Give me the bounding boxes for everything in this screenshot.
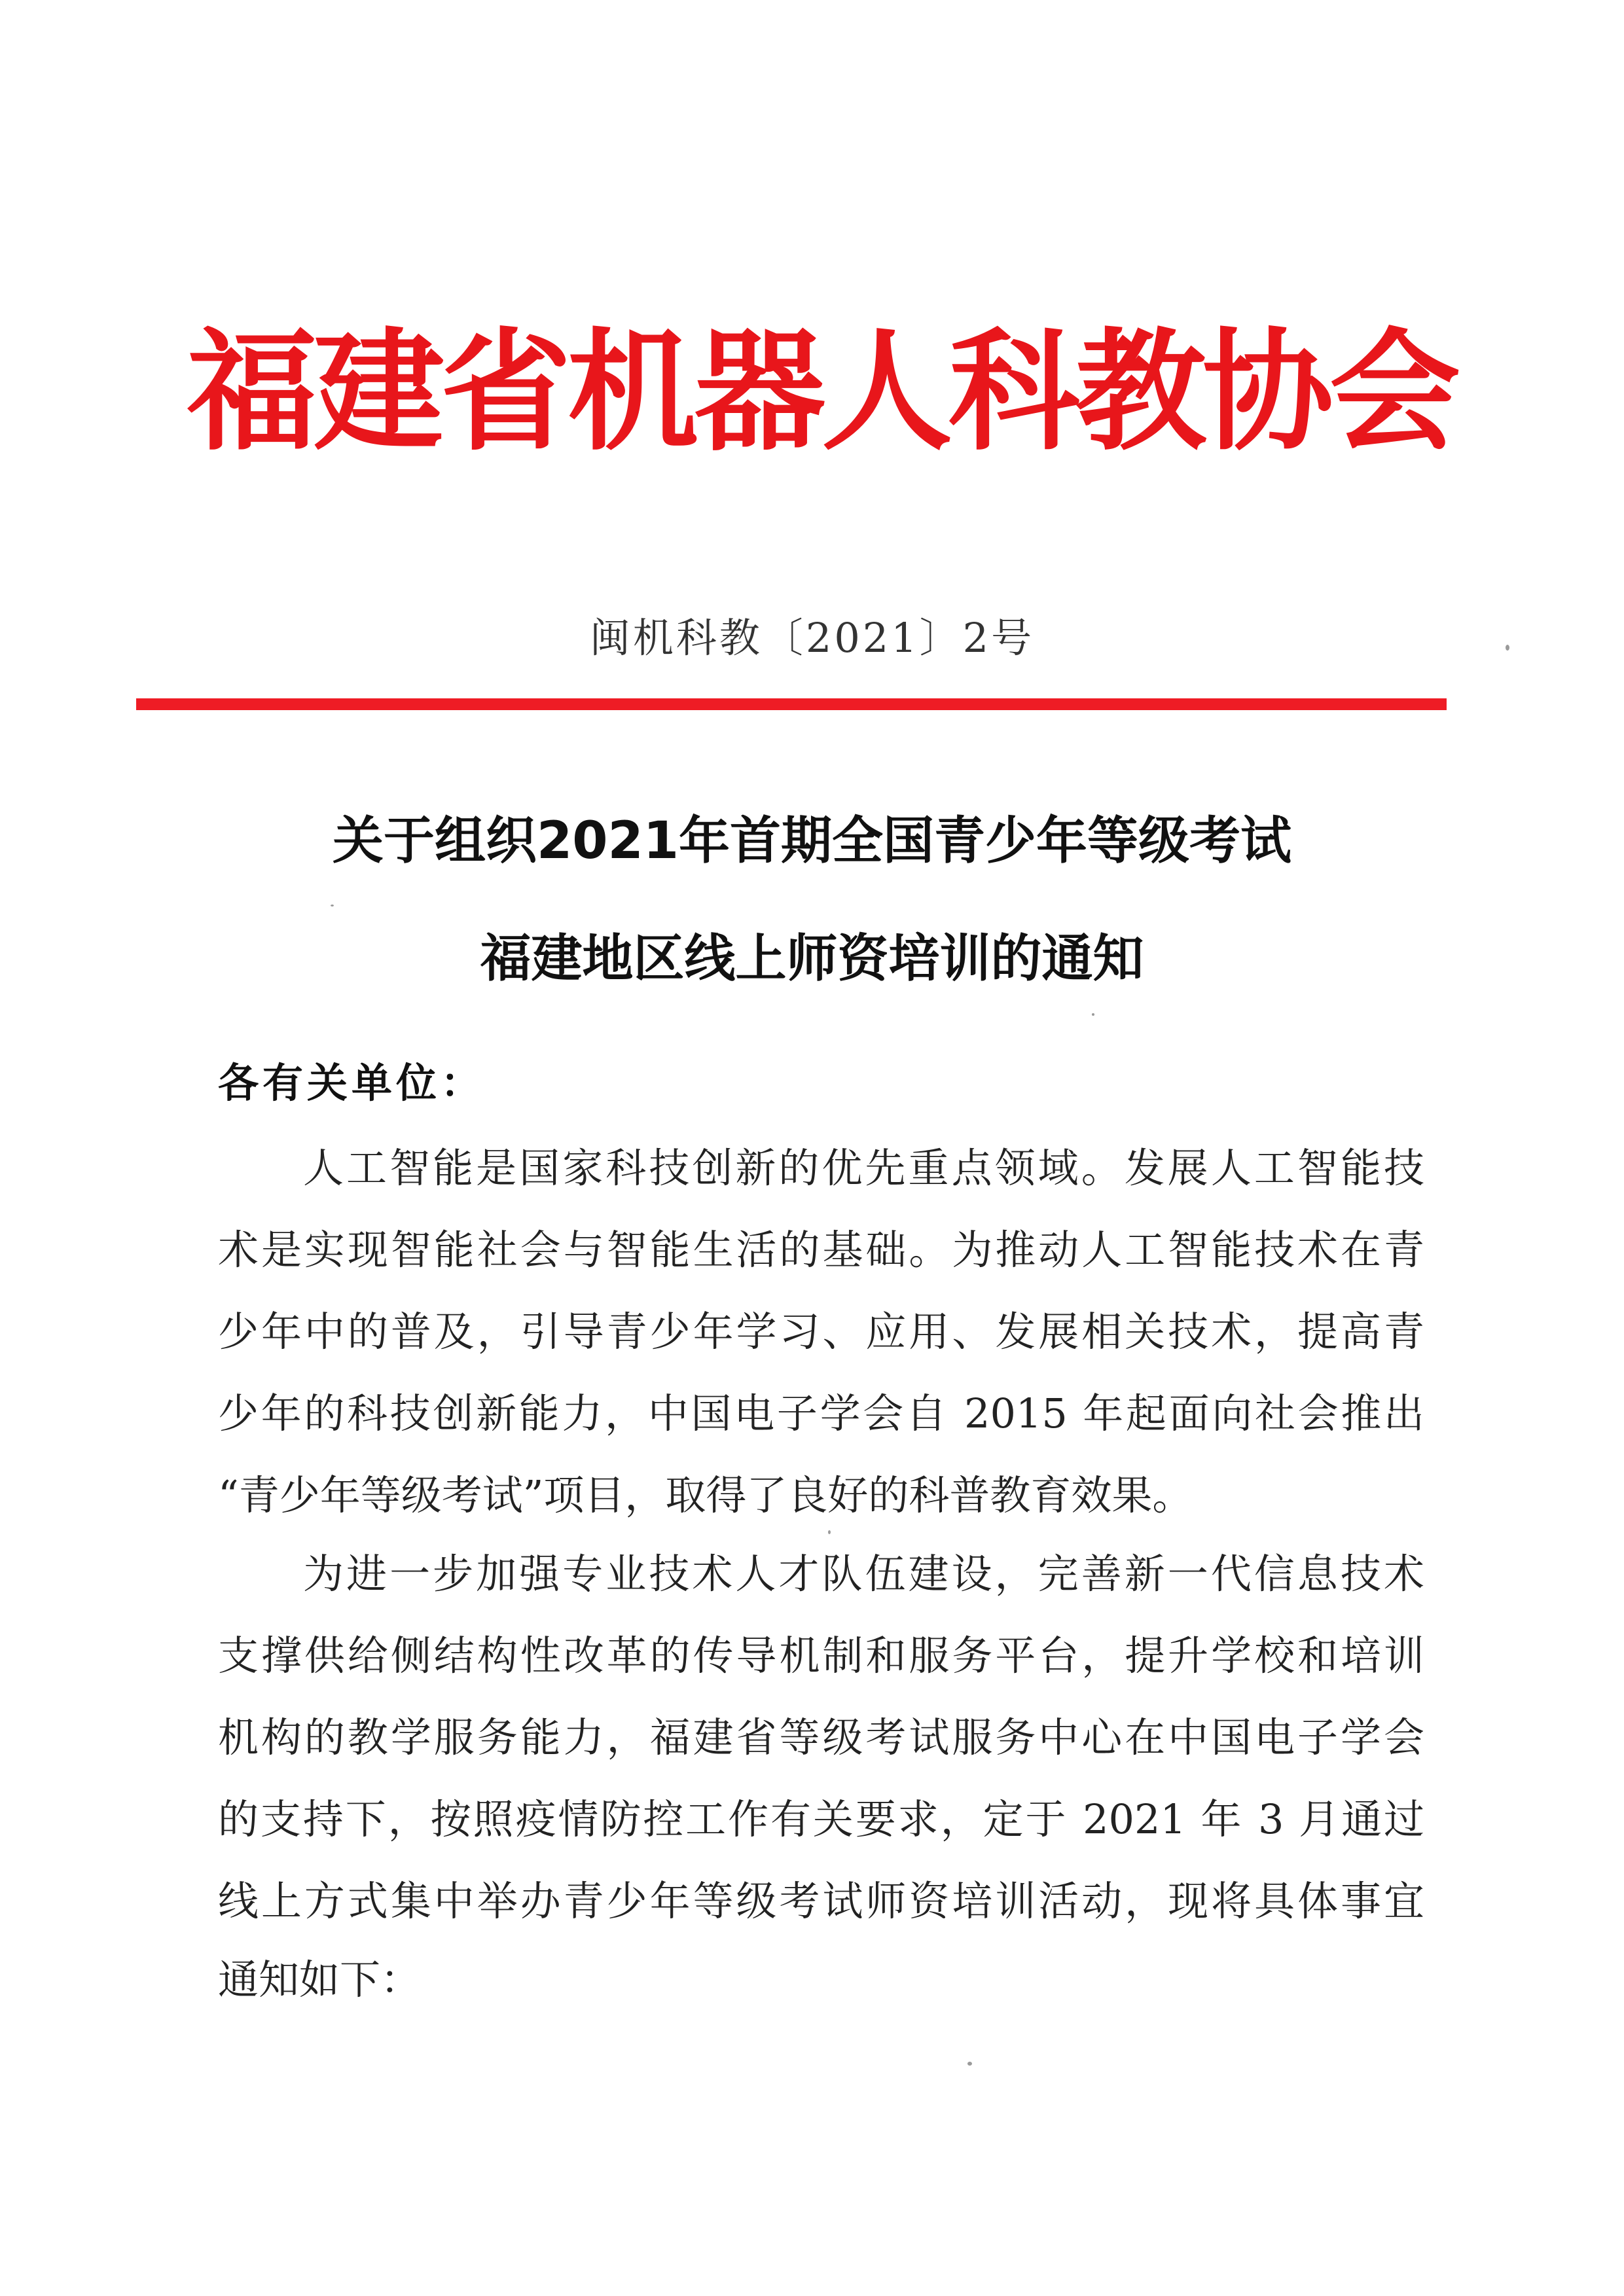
organization-masthead: 福建省机器人科教协会	[187, 316, 1457, 469]
red-divider-rule	[136, 698, 1447, 710]
scan-speck	[828, 1530, 831, 1534]
body-line: 术是实现智能社会与智能生活的基础。为推动人工智能技术在青	[218, 1226, 1424, 1274]
scan-speck	[331, 905, 334, 906]
body-line: 少年的科技创新能力，中国电子学会自 2015 年起面向社会推出	[218, 1390, 1424, 1437]
notice-title-line-2: 福建地区线上师资培训的通知	[480, 929, 1144, 988]
scan-speck	[1506, 645, 1509, 651]
notice-title-line-1: 关于组织2021年首期全国青少年等级考试	[332, 812, 1292, 870]
body-line: 少年中的普及，引导青少年学习、应用、发展相关技术，提高青	[218, 1308, 1424, 1355]
body-line: 人工智能是国家科技创新的优先重点领域。发展人工智能技	[303, 1144, 1424, 1192]
body-line: 为进一步加强专业技术人才队伍建设，完善新一代信息技术	[303, 1550, 1424, 1598]
body-line: 的支持下，按照疫情防控工作有关要求，定于 2021 年 3 月通过	[218, 1795, 1424, 1843]
scan-speck	[1092, 1013, 1094, 1016]
document-number: 闽机科教〔2021〕2号	[589, 614, 1035, 662]
body-line: 机构的教学服务能力，福建省等级考试服务中心在中国电子学会	[218, 1713, 1424, 1761]
salutation: 各有关单位：	[218, 1059, 486, 1107]
body-line: 支撑供给侧结构性改革的传导机制和服务平台，提升学校和培训	[218, 1632, 1424, 1679]
body-line: “青少年等级考试”项目，取得了良好的科普教育效果。	[218, 1471, 1193, 1519]
scan-speck	[967, 2062, 972, 2066]
body-line: 线上方式集中举办青少年等级考试师资培训活动，现将具体事宜	[218, 1877, 1424, 1925]
body-line: 通知如下：	[218, 1956, 422, 2003]
